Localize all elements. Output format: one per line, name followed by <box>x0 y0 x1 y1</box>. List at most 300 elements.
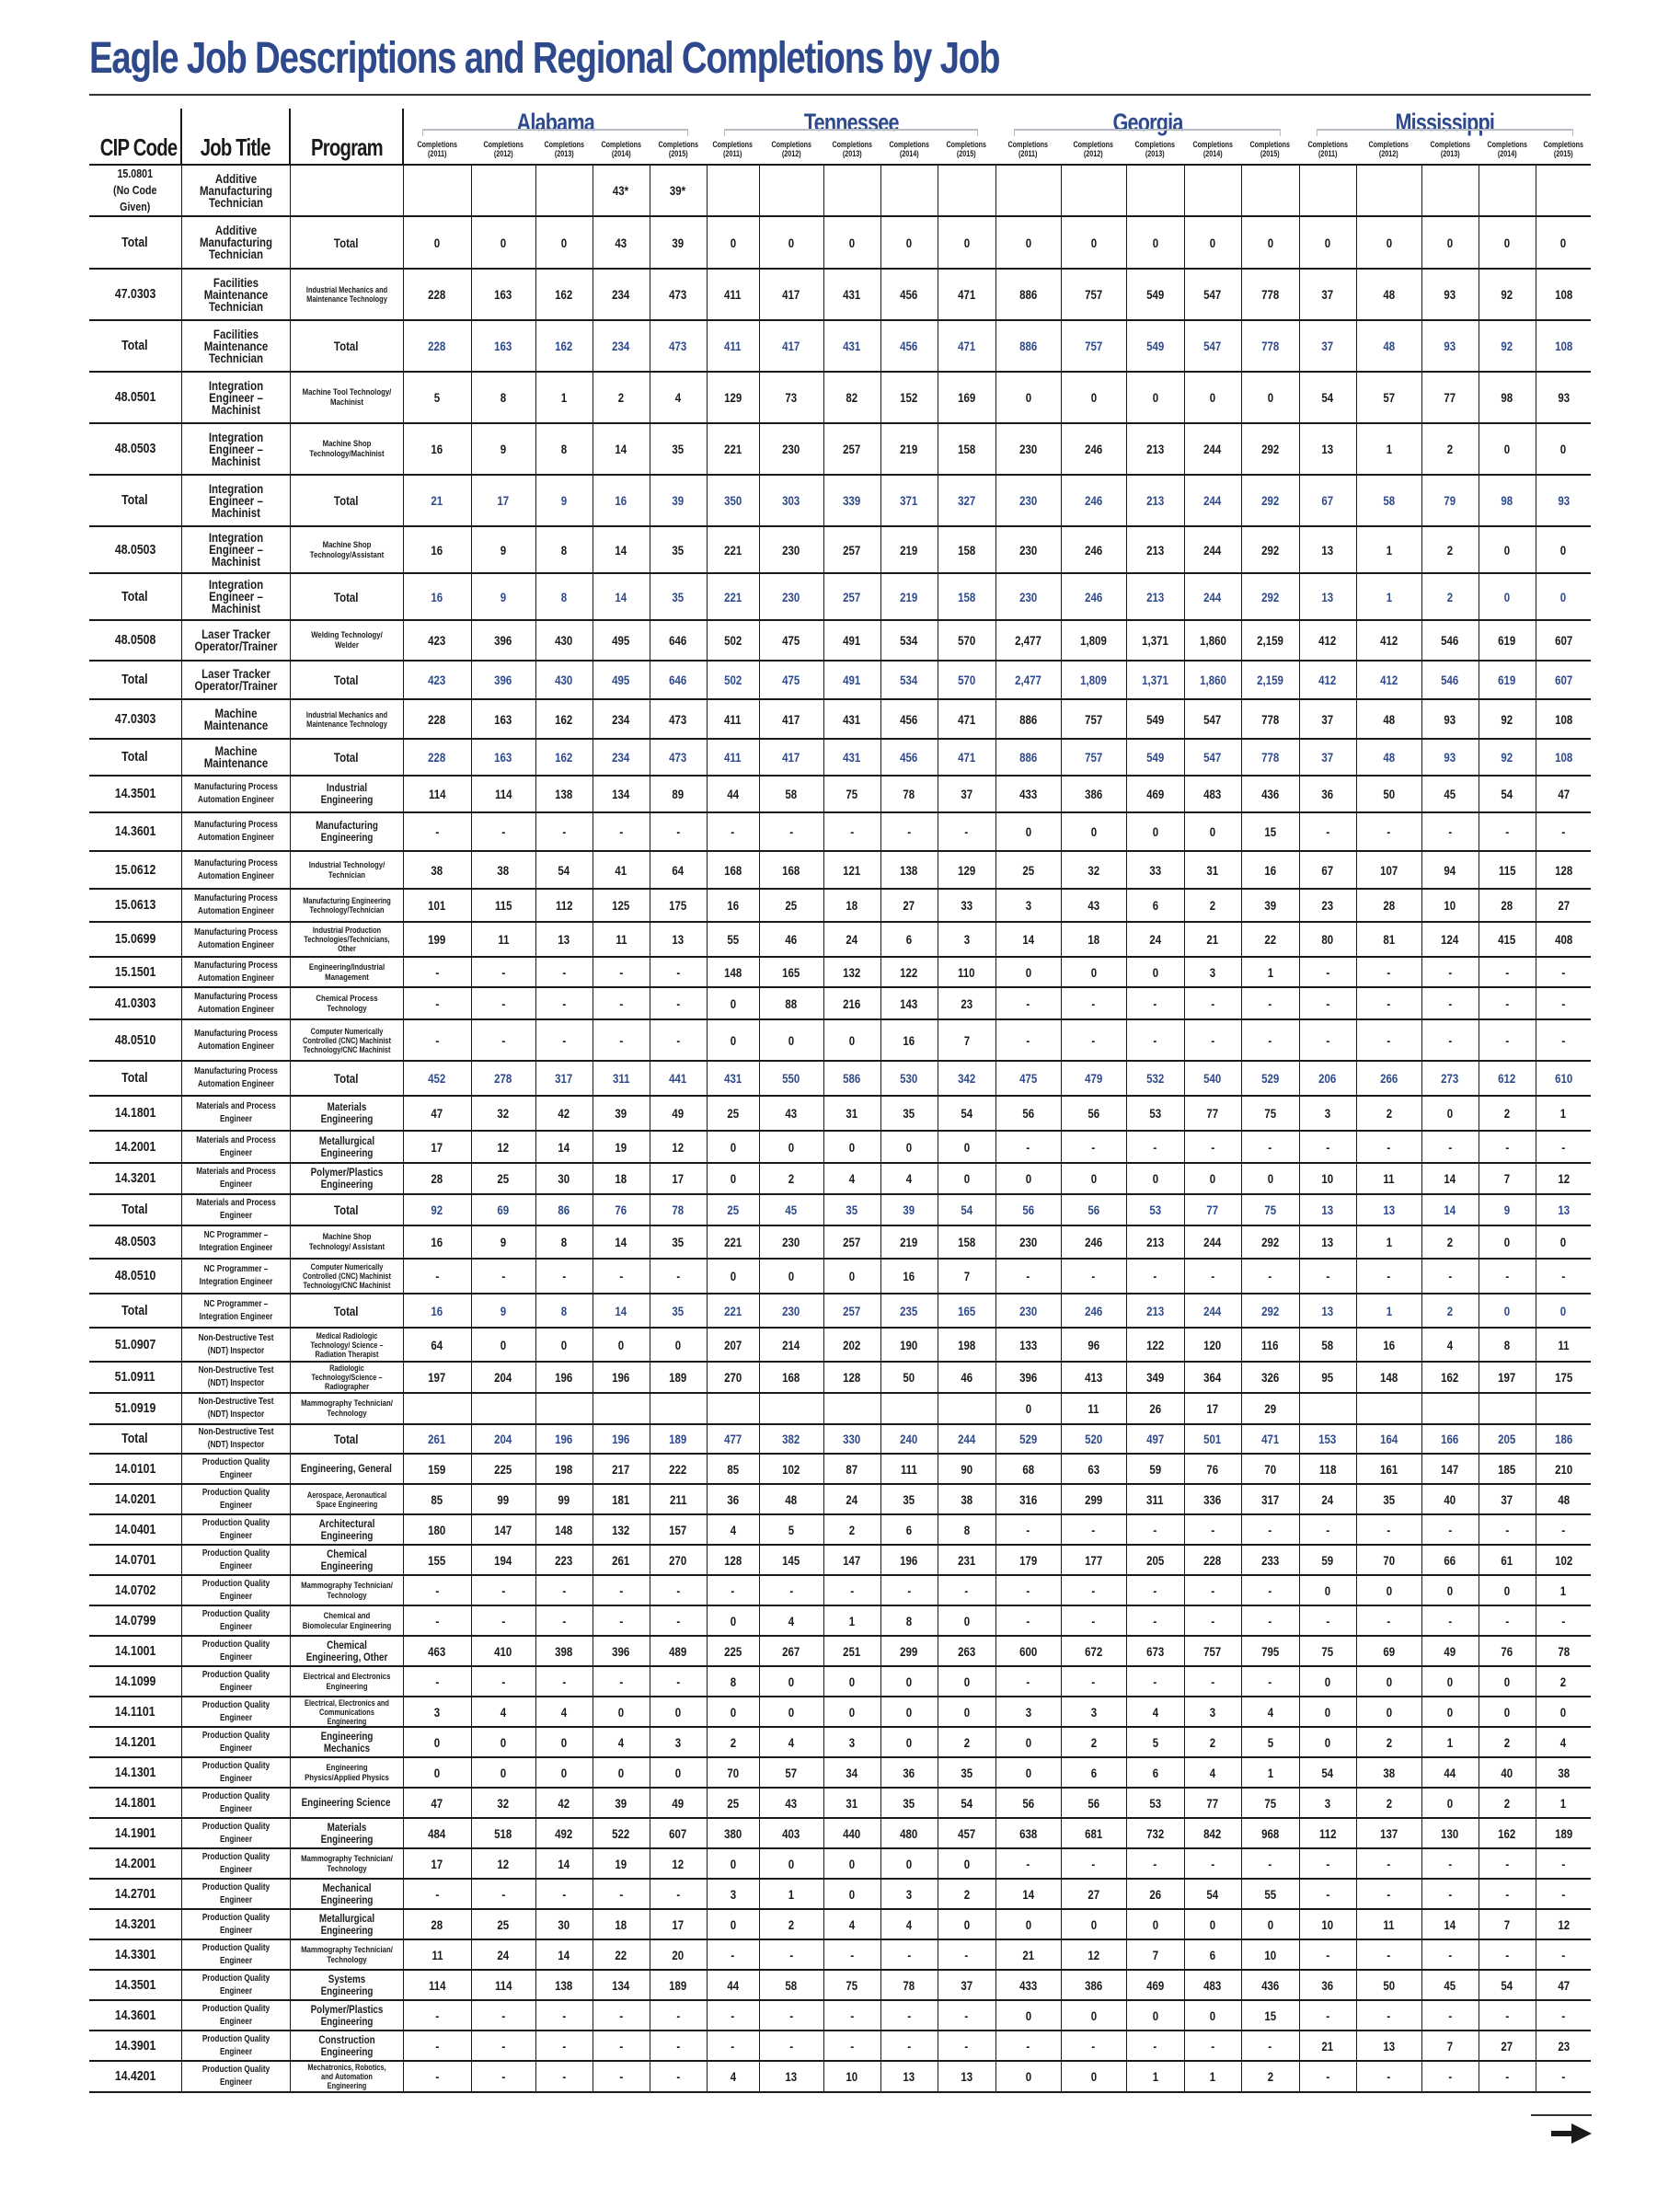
completions-value-cell: 94 <box>1421 851 1479 889</box>
completions-value-cell: 430 <box>535 661 593 699</box>
completions-value-cell: 42 <box>535 1096 593 1131</box>
completions-value-cell: 13 <box>1299 526 1356 573</box>
completions-value-cell: 457 <box>938 1818 995 1848</box>
completions-value-cell: 0 <box>1184 812 1241 851</box>
table-row <box>89 423 1591 475</box>
completions-value-cell: 0 <box>1421 216 1479 269</box>
completions-value-cell: 0 <box>995 812 1061 851</box>
completions-value-cell: 128 <box>823 1362 880 1393</box>
completions-value-cell: 273 <box>1421 1061 1479 1096</box>
completions-value-cell: 230 <box>995 1294 1061 1328</box>
completions-value-cell: 99 <box>471 1484 535 1514</box>
completions-value-cell: 54 <box>1479 1970 1536 2000</box>
job-title-cell: Manufacturing Process Automation Engineer <box>181 812 290 851</box>
table-row <box>89 1393 1591 1424</box>
completions-value-cell: 471 <box>938 699 995 739</box>
completions-value-cell: 5 <box>403 372 471 423</box>
completions-value-cell: - <box>1061 987 1126 1019</box>
completions-value-cell: 299 <box>880 1636 938 1666</box>
cip-code-cell: 15.0612 <box>89 851 181 889</box>
completions-value-cell: 2 <box>1479 1788 1536 1818</box>
completions-value-cell: 28 <box>1356 889 1421 922</box>
completions-value-cell: 0 <box>1061 812 1126 851</box>
completions-value-cell: 231 <box>938 1545 995 1575</box>
completions-value-cell: 479 <box>1061 1061 1126 1096</box>
completions-value-cell: 76 <box>1479 1636 1536 1666</box>
completions-value-cell: 495 <box>593 661 650 699</box>
completions-value-cell <box>1479 165 1536 216</box>
completions-value-cell: 0 <box>1126 2000 1184 2031</box>
job-title-cell: Non-Destructive Test (NDT) Inspector <box>181 1328 290 1362</box>
completions-value-cell: 2 <box>823 1514 880 1545</box>
completions-value-cell: 469 <box>1126 1970 1184 2000</box>
completions-value-cell: - <box>995 1575 1061 1605</box>
cip-code-cell: 14.3501 <box>89 776 181 812</box>
completions-value-cell: 13 <box>1536 1194 1591 1225</box>
header-year-0-3: Completions (2014) <box>601 139 641 158</box>
completions-value-cell: 257 <box>823 1225 880 1259</box>
completions-value-cell: - <box>1061 1666 1126 1697</box>
completions-value-cell: - <box>995 1259 1061 1294</box>
table-row <box>89 1605 1591 1636</box>
header-state-alabama: Alabama <box>403 109 707 136</box>
cip-code-cell: 14.0101 <box>89 1454 181 1484</box>
completions-value-cell: - <box>1184 1848 1241 1879</box>
completions-value-cell: - <box>535 1605 593 1636</box>
completions-value-cell: 8 <box>535 526 593 573</box>
completions-value-cell: 0 <box>1241 372 1299 423</box>
completions-value-cell: 0 <box>1479 1666 1536 1697</box>
completions-value-cell: - <box>535 2031 593 2061</box>
completions-value-cell <box>880 1393 938 1424</box>
completions-value-cell: - <box>1536 812 1591 851</box>
completions-value-cell: 607 <box>1536 620 1591 661</box>
program-cell: Total <box>290 475 403 526</box>
completions-value-cell: 431 <box>823 269 880 320</box>
completions-value-cell: 15 <box>1241 812 1299 851</box>
completions-value-cell: 549 <box>1126 269 1184 320</box>
completions-value-cell: 58 <box>759 1970 823 2000</box>
completions-value-cell: - <box>403 1879 471 1909</box>
completions-value-cell: 469 <box>1126 776 1184 812</box>
completions-value-cell: - <box>1184 987 1241 1019</box>
completions-value-cell: 54 <box>1299 1757 1356 1788</box>
completions-value-cell: 502 <box>707 620 759 661</box>
completions-value-cell: 0 <box>1184 216 1241 269</box>
completions-value-cell: - <box>471 2031 535 2061</box>
completions-value-cell: 14 <box>535 1848 593 1879</box>
completions-value-cell: 0 <box>593 1697 650 1727</box>
completions-value-cell: 0 <box>707 1697 759 1727</box>
completions-value-cell: 14 <box>535 1939 593 1970</box>
completions-value-cell: - <box>1356 1131 1421 1163</box>
completions-value-cell: 2 <box>1241 2061 1299 2092</box>
program-cell: Radiologic Technology/Science – Radiographer <box>290 1362 403 1393</box>
completions-value-cell: 0 <box>995 216 1061 269</box>
completions-value-cell: 206 <box>1299 1061 1356 1096</box>
completions-value-cell: - <box>1421 1259 1479 1294</box>
completions-value-cell: - <box>1536 1514 1591 1545</box>
completions-value-cell: 886 <box>995 320 1061 372</box>
completions-value-cell: - <box>1126 1131 1184 1163</box>
completions-value-cell: 230 <box>759 1294 823 1328</box>
table-row <box>89 1970 1591 2000</box>
completions-value-cell: 87 <box>823 1454 880 1484</box>
completions-value-cell: 423 <box>403 620 471 661</box>
completions-value-cell: 77 <box>1184 1788 1241 1818</box>
completions-value-cell: 586 <box>823 1061 880 1096</box>
cip-code-cell: Total <box>89 1294 181 1328</box>
next-page-button[interactable] <box>1531 2114 1592 2144</box>
completions-value-cell: 207 <box>707 1328 759 1362</box>
completions-value-cell: 205 <box>1126 1545 1184 1575</box>
completions-value-cell: 0 <box>995 1393 1061 1424</box>
completions-value-cell: 417 <box>759 269 823 320</box>
completions-value-cell: 2,159 <box>1241 661 1299 699</box>
completions-value-cell: 49 <box>650 1096 707 1131</box>
job-title-cell: Additive Manufacturing Technician <box>181 216 290 269</box>
job-title-cell: NC Programmer – Integration Engineer <box>181 1259 290 1294</box>
completions-value-cell: 18 <box>593 1909 650 1939</box>
completions-value-cell: 266 <box>1356 1061 1421 1096</box>
completions-value-cell: 0 <box>823 1259 880 1294</box>
completions-value-cell: 398 <box>535 1636 593 1666</box>
completions-value-cell: - <box>1184 1514 1241 1545</box>
completions-value-cell: 5 <box>759 1514 823 1545</box>
completions-value-cell: 54 <box>938 1788 995 1818</box>
completions-value-cell: - <box>1126 2031 1184 2061</box>
header-cip-code: CIP Code <box>89 109 181 165</box>
completions-value-cell: 204 <box>471 1424 535 1454</box>
completions-value-cell: 757 <box>1061 269 1126 320</box>
completions-value-cell <box>938 1393 995 1424</box>
completions-value-cell: - <box>823 1575 880 1605</box>
completions-value-cell: - <box>1126 1605 1184 1636</box>
table-row <box>89 165 1591 216</box>
completions-value-cell: 70 <box>1241 1454 1299 1484</box>
program-cell: Welding Technology/ Welder <box>290 620 403 661</box>
table-row <box>89 1514 1591 1545</box>
completions-value-cell: 417 <box>759 320 823 372</box>
cip-code-cell: 14.2001 <box>89 1131 181 1163</box>
completions-value-cell: 520 <box>1061 1424 1126 1454</box>
job-title-cell: Integration Engineer – Machinist <box>181 475 290 526</box>
completions-value-cell: 14 <box>1421 1163 1479 1194</box>
completions-value-cell: - <box>1126 1848 1184 1879</box>
job-title-cell: Production Quality Engineer <box>181 1454 290 1484</box>
completions-value-cell: 116 <box>1241 1328 1299 1362</box>
completions-value-cell: 4 <box>1421 1328 1479 1362</box>
completions-value-cell: - <box>535 2061 593 2092</box>
completions-value-cell: 473 <box>650 699 707 739</box>
completions-value-cell: 58 <box>1356 475 1421 526</box>
completions-value-cell: 76 <box>593 1194 650 1225</box>
completions-value-cell: - <box>1479 1514 1536 1545</box>
completions-value-cell: 163 <box>471 269 535 320</box>
completions-value-cell: 77 <box>1184 1194 1241 1225</box>
completions-value-cell: 0 <box>593 1328 650 1362</box>
table-row <box>89 372 1591 423</box>
completions-value-cell: 386 <box>1061 1970 1126 2000</box>
completions-value-cell: 28 <box>403 1909 471 1939</box>
completions-value-cell: - <box>995 1605 1061 1636</box>
completions-value-cell: 886 <box>995 739 1061 776</box>
completions-value-cell: 12 <box>1536 1163 1591 1194</box>
completions-value-cell: 0 <box>1479 216 1536 269</box>
completions-value-cell: - <box>1299 2061 1356 2092</box>
completions-value-cell: 43 <box>759 1788 823 1818</box>
completions-value-cell: 219 <box>880 526 938 573</box>
cip-code-cell: 48.0503 <box>89 423 181 475</box>
completions-value-cell: 24 <box>471 1939 535 1970</box>
completions-value-cell: 54 <box>535 851 593 889</box>
completions-value-cell: - <box>823 812 880 851</box>
job-title-cell: Non-Destructive Test (NDT) Inspector <box>181 1424 290 1454</box>
completions-value-cell: 14 <box>593 526 650 573</box>
completions-value-cell: 190 <box>880 1328 938 1362</box>
completions-value-cell: 162 <box>1479 1818 1536 1848</box>
completions-value-cell: 311 <box>593 1061 650 1096</box>
program-cell: Machine Shop Technology/Machinist <box>290 423 403 475</box>
job-title-cell: Manufacturing Process Automation Engineer <box>181 987 290 1019</box>
program-cell: Chemical Engineering <box>290 1545 403 1575</box>
completions-value-cell: - <box>1356 1879 1421 1909</box>
completions-value-cell: 70 <box>1356 1545 1421 1575</box>
completions-value-cell: 22 <box>593 1939 650 1970</box>
cip-code-cell: 14.1001 <box>89 1636 181 1666</box>
completions-value-cell: 70 <box>707 1757 759 1788</box>
completions-value-cell: 25 <box>471 1163 535 1194</box>
completions-value-cell: 4 <box>759 1727 823 1757</box>
completions-value-cell: 8 <box>707 1666 759 1697</box>
completions-value-cell: 114 <box>471 776 535 812</box>
cip-code-cell: 14.3301 <box>89 1939 181 1970</box>
completions-value-cell: 168 <box>759 851 823 889</box>
completions-value-cell: 2 <box>1421 573 1479 620</box>
completions-value-cell: 456 <box>880 739 938 776</box>
completions-value-cell: 35 <box>1356 1484 1421 1514</box>
completions-value-cell: 213 <box>1126 423 1184 475</box>
completions-value-cell: 477 <box>707 1424 759 1454</box>
program-cell: Construction Engineering <box>290 2031 403 2061</box>
completions-value-cell: 10 <box>1299 1909 1356 1939</box>
table-row <box>89 1757 1591 1788</box>
program-cell: Total <box>290 1294 403 1328</box>
completions-value-cell: 246 <box>1061 1225 1126 1259</box>
job-title-cell: Integration Engineer – Machinist <box>181 372 290 423</box>
program-cell: Chemical Process Technology <box>290 987 403 1019</box>
completions-value-cell: 0 <box>707 987 759 1019</box>
completions-value-cell: 98 <box>1479 475 1536 526</box>
completions-value-cell: 42 <box>535 1788 593 1818</box>
completions-value-cell: 2 <box>1421 526 1479 573</box>
completions-value-cell: - <box>1061 1605 1126 1636</box>
completions-value-cell: 257 <box>823 423 880 475</box>
completions-value-cell: - <box>471 1879 535 1909</box>
completions-value-cell: 233 <box>1241 1545 1299 1575</box>
completions-value-cell: 47 <box>1536 776 1591 812</box>
table-row <box>89 987 1591 1019</box>
completions-value-cell: 102 <box>1536 1545 1591 1575</box>
completions-value-cell: 411 <box>707 320 759 372</box>
completions-value-cell: 261 <box>593 1545 650 1575</box>
completions-value-cell: 169 <box>938 372 995 423</box>
completions-value-cell: 11 <box>403 1939 471 1970</box>
program-cell: Industrial Mechanics and Maintenance Technology <box>290 699 403 739</box>
completions-value-cell: - <box>1299 1879 1356 1909</box>
completions-value-cell: 0 <box>471 1757 535 1788</box>
program-cell: Metallurgical Engineering <box>290 1909 403 1939</box>
table-row-total <box>89 739 1591 776</box>
completions-value-cell: 95 <box>1299 1362 1356 1393</box>
completions-value-cell: 25 <box>995 851 1061 889</box>
completions-value-cell: 46 <box>759 922 823 957</box>
header-year-1-2: Completions (2013) <box>832 139 872 158</box>
completions-value-cell: 47 <box>1536 1970 1591 2000</box>
table-row-total <box>89 1424 1591 1454</box>
completions-value-cell: 3 <box>880 1879 938 1909</box>
completions-value-cell: 16 <box>403 573 471 620</box>
completions-value-cell: 968 <box>1241 1818 1299 1848</box>
completions-value-cell: 221 <box>707 573 759 620</box>
job-title-cell: Production Quality Engineer <box>181 1514 290 1545</box>
cip-code-cell: 14.1801 <box>89 1788 181 1818</box>
completions-value-cell: 76 <box>1184 1454 1241 1484</box>
completions-value-cell: 0 <box>1126 957 1184 987</box>
completions-value-cell: 13 <box>1299 573 1356 620</box>
completions-value-cell: 3 <box>938 922 995 957</box>
program-cell: Electrical, Electronics and Communications Engineering <box>290 1697 403 1727</box>
job-title-cell: Machine Maintenance <box>181 699 290 739</box>
completions-value-cell: 1,809 <box>1061 620 1126 661</box>
completions-value-cell: 412 <box>1299 661 1356 699</box>
cip-code-cell: 14.0702 <box>89 1575 181 1605</box>
table-row <box>89 851 1591 889</box>
completions-value-cell: 257 <box>823 1294 880 1328</box>
completions-value-cell: 0 <box>995 1727 1061 1757</box>
completions-value-cell: 58 <box>759 776 823 812</box>
completions-value-cell: 2 <box>1356 1788 1421 1818</box>
completions-value-cell: 18 <box>1061 922 1126 957</box>
completions-value-cell: - <box>1421 1019 1479 1061</box>
title-divider <box>89 94 1591 96</box>
completions-value-cell: 37 <box>1299 699 1356 739</box>
completions-value-cell: 3 <box>650 1727 707 1757</box>
completions-value-cell: 475 <box>759 661 823 699</box>
completions-value-cell <box>1536 165 1591 216</box>
completions-value-cell: - <box>1241 1514 1299 1545</box>
completions-value-cell: 124 <box>1421 922 1479 957</box>
completions-value-cell: 38 <box>1536 1757 1591 1788</box>
table-row <box>89 1259 1591 1294</box>
completions-value-cell: 0 <box>1421 1575 1479 1605</box>
completions-value-cell: - <box>880 2031 938 2061</box>
completions-value-cell: 1 <box>759 1879 823 1909</box>
header-year-3-4: Completions (2015) <box>1543 139 1583 158</box>
completions-value-cell: 3 <box>1299 1788 1356 1818</box>
completions-value-cell: 57 <box>1356 372 1421 423</box>
program-cell: Machine Shop Technology/ Assistant <box>290 1225 403 1259</box>
program-cell: Mammography Technician/ Technology <box>290 1848 403 1879</box>
completions-value-cell: 21 <box>1184 922 1241 957</box>
completions-value-cell: 44 <box>707 776 759 812</box>
completions-value-cell: 134 <box>593 1970 650 2000</box>
completions-value-cell: - <box>471 1019 535 1061</box>
completions-value-cell: 12 <box>1536 1909 1591 1939</box>
completions-value-cell: 13 <box>1299 1225 1356 1259</box>
table-row-total <box>89 573 1591 620</box>
header-year-0-1: Completions (2012) <box>483 139 524 158</box>
completions-value-cell: 198 <box>938 1328 995 1362</box>
job-title-cell: Production Quality Engineer <box>181 1909 290 1939</box>
table-row <box>89 620 1591 661</box>
completions-value-cell: 152 <box>880 372 938 423</box>
completions-value-cell: 4 <box>880 1163 938 1194</box>
completions-value-cell: 436 <box>1241 1970 1299 2000</box>
completions-value-cell: 199 <box>403 922 471 957</box>
completions-value-cell: 198 <box>535 1454 593 1484</box>
completions-value-cell: 61 <box>1479 1545 1536 1575</box>
table-row <box>89 2031 1591 2061</box>
completions-value-cell: 473 <box>650 320 707 372</box>
completions-value-cell: 98 <box>1479 372 1536 423</box>
completions-value-cell: 78 <box>650 1194 707 1225</box>
completions-value-cell: 26 <box>1126 1879 1184 1909</box>
cip-code-cell: 14.3201 <box>89 1909 181 1939</box>
completions-value-cell: 349 <box>1126 1362 1184 1393</box>
completions-value-cell: 3 <box>1061 1697 1126 1727</box>
completions-value-cell: 63 <box>1061 1454 1126 1484</box>
completions-value-cell: - <box>471 987 535 1019</box>
completions-value-cell: 0 <box>403 216 471 269</box>
header-year-2-0: Completions (2011) <box>1007 139 1049 158</box>
completions-value-cell: 0 <box>1061 2061 1126 2092</box>
completions-value-cell: 4 <box>650 372 707 423</box>
completions-value-cell: 638 <box>995 1818 1061 1848</box>
completions-value-cell: 153 <box>1299 1424 1356 1454</box>
completions-value-cell: 148 <box>1356 1362 1421 1393</box>
completions-value-cell: 10 <box>1299 1163 1356 1194</box>
completions-value-cell: 0 <box>1126 216 1184 269</box>
completions-value-cell: 350 <box>707 475 759 526</box>
completions-value-cell: 2 <box>1479 1727 1536 1757</box>
completions-value-cell: 64 <box>650 851 707 889</box>
completions-value-cell: 204 <box>471 1362 535 1393</box>
completions-value-cell: 13 <box>1299 1194 1356 1225</box>
completions-value-cell: 7 <box>938 1259 995 1294</box>
completions-value-cell: 246 <box>1061 526 1126 573</box>
completions-value-cell: 436 <box>1241 776 1299 812</box>
completions-value-cell: - <box>1299 812 1356 851</box>
completions-value-cell: - <box>403 987 471 1019</box>
completions-value-cell: 213 <box>1126 526 1184 573</box>
table-row-total <box>89 1061 1591 1096</box>
completions-value-cell: 9 <box>1479 1194 1536 1225</box>
completions-value-cell: - <box>1356 1259 1421 1294</box>
completions-value-cell: 0 <box>535 216 593 269</box>
completions-table-container <box>89 109 1591 2093</box>
completions-value-cell: 101 <box>403 889 471 922</box>
completions-value-cell: 39 <box>593 1788 650 1818</box>
completions-value-cell: - <box>1479 957 1536 987</box>
completions-value-cell: 0 <box>1299 1727 1356 1757</box>
completions-value-cell: - <box>1299 2000 1356 2031</box>
completions-value-cell: 0 <box>759 216 823 269</box>
completions-value-cell: 0 <box>403 1757 471 1788</box>
completions-value-cell: 0 <box>707 1909 759 1939</box>
program-cell: Materials Engineering <box>290 1096 403 1131</box>
completions-value-cell: 534 <box>880 620 938 661</box>
